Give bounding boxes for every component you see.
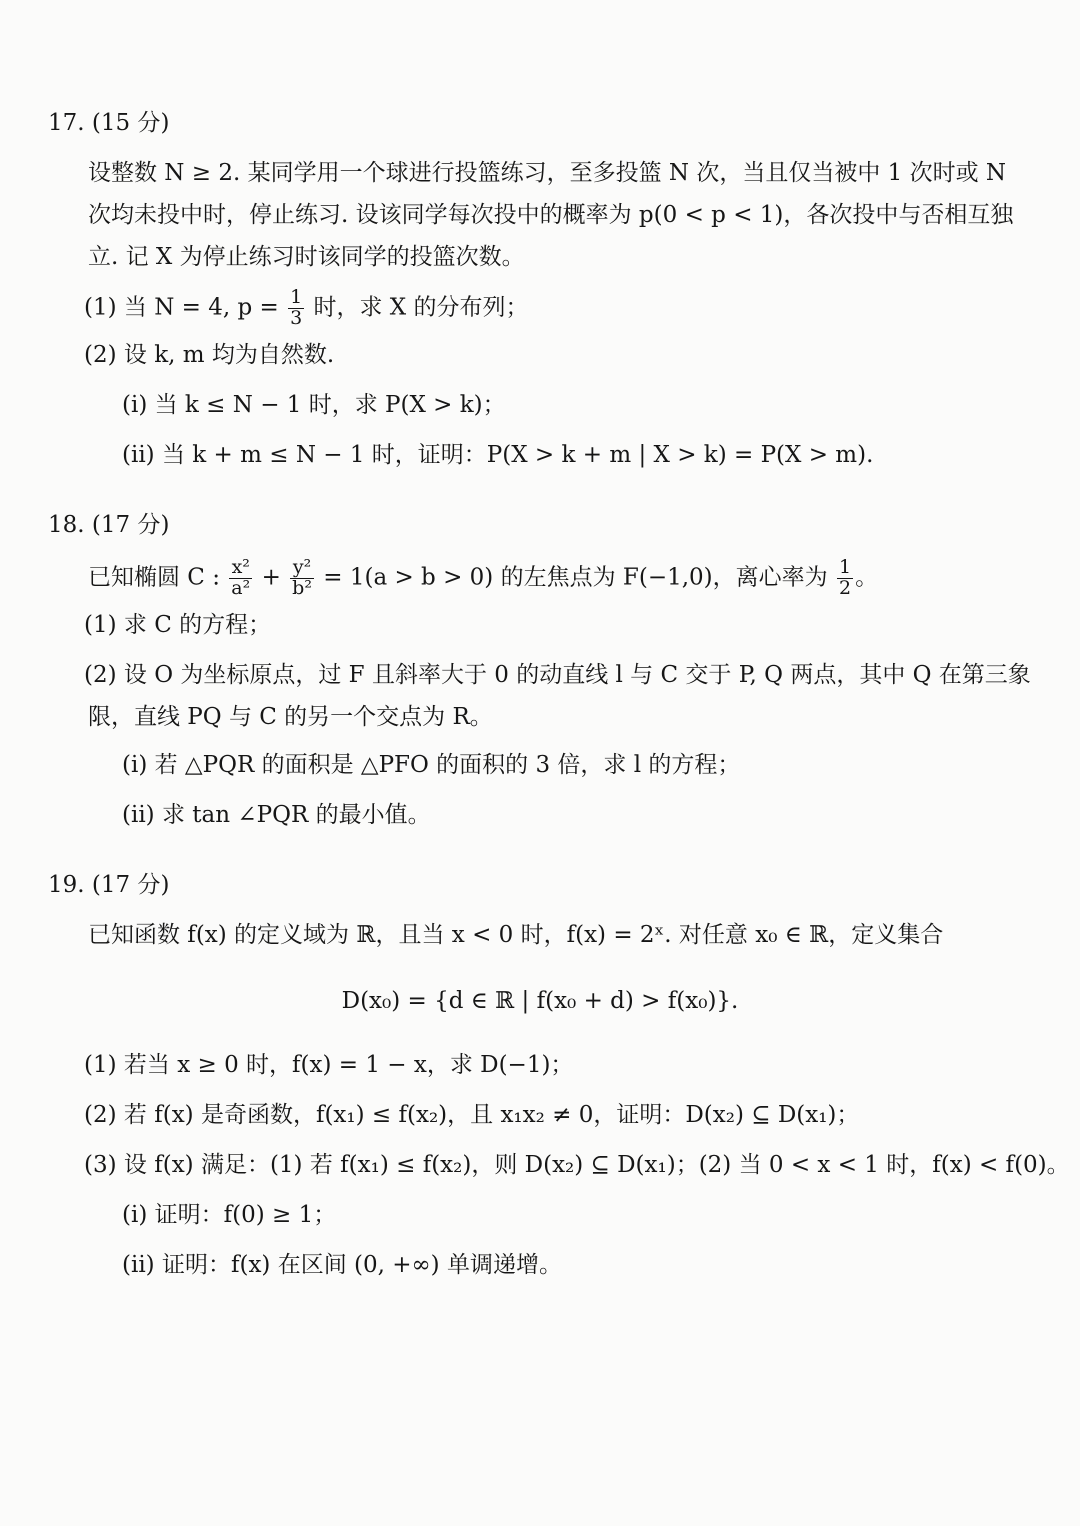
- q18-stem-text-c: 。: [855, 564, 879, 591]
- fraction-denominator: b²: [292, 576, 312, 599]
- q17-heading: 17. (15 分): [48, 110, 170, 136]
- q17-part-1-text-a: (1) 当 N = 4, p =: [84, 294, 279, 321]
- q18-part-1: (1) 求 C 的方程；: [84, 612, 272, 638]
- q18-x-fraction: [229, 558, 252, 599]
- q18-part-2-i: (i) 若 △PQR 的面积是 △PFO 的面积的 3 倍，求 l 的方程；: [122, 752, 741, 778]
- q19-heading: 19. (17 分): [48, 872, 170, 898]
- q18-stem-text-b: = 1(a > b > 0) 的左焦点为 F(−1,0)，离心率为: [323, 564, 828, 591]
- fraction-denominator: 2: [838, 576, 852, 599]
- q19-part-1: (1) 若当 x ≥ 0 时，f(x) = 1 − x，求 D(−1)；: [84, 1052, 574, 1078]
- q18-e-fraction: [837, 558, 853, 599]
- q18-part-2-line-2: 限，直线 PQ 与 C 的另一个交点为 R。: [88, 704, 493, 730]
- q17-stem-line-3: 立. 记 X 为停止练习时该同学的投篮次数。: [88, 244, 525, 270]
- q19-part-3-i: (i) 证明：f(0) ≥ 1；: [122, 1202, 337, 1228]
- plus-sign: +: [261, 564, 281, 591]
- q19-part-2: (2) 若 f(x) 是奇函数，f(x₁) ≤ f(x₂)，且 x₁x₂ ≠ 0，证明：D(x₂) ⊆ D(x₁)；: [84, 1102, 860, 1128]
- q17-stem-line-1: 设整数 N ≥ 2. 某同学用一个球进行投篮练习，至多投篮 N 次，当且仅当被中 1 次时或 N: [88, 160, 1007, 186]
- q17-part-2-i: (i) 当 k ≤ N − 1 时，求 P(X > k)；: [122, 392, 506, 418]
- q18-part-2-ii: (ii) 求 tan ∠PQR 的最小值。: [122, 802, 431, 828]
- q17-part-1-text-b: 时，求 X 的分布列；: [313, 294, 529, 321]
- q18-stem-line-1: [88, 558, 878, 599]
- fraction-numerator: 1: [290, 286, 303, 308]
- q19-part-3: (3) 设 f(x) 满足：(1) 若 f(x₁) ≤ f(x₂)，则 D(x₂) ⊆ D(x₁)；(2) 当 0 < x < 1 时，f(x) < f(0)。: [84, 1152, 1070, 1178]
- q18-heading: 18. (17 分): [48, 512, 170, 538]
- fraction-numerator: x²: [229, 558, 252, 579]
- fraction-denominator: 3: [290, 306, 303, 329]
- q19-stem-line-1: 已知函数 f(x) 的定义域为 ℝ，且当 x < 0 时，f(x) = 2ˣ. 对任意 x₀ ∈ ℝ，定义集合: [88, 922, 944, 948]
- q19-definition-formula: D(x₀) = {d ∈ ℝ | f(x₀ + d) > f(x₀)}.: [341, 988, 739, 1014]
- fraction-numerator: y²: [290, 558, 314, 579]
- fraction-denominator: a²: [231, 576, 251, 599]
- q17-part-2: (2) 设 k, m 均为自然数.: [84, 342, 335, 368]
- fraction-numerator: 1: [838, 556, 852, 578]
- q17-stem-line-2: 次均未投中时，停止练习. 设该同学每次投中的概率为 p(0 < p < 1)，各次投中与否相互独: [88, 202, 1014, 228]
- q17-part-2-ii: (ii) 当 k + m ≤ N − 1 时，证明：P(X > k + m | X > k) = P(X > m).: [122, 442, 874, 468]
- q18-part-2-line-1: (2) 设 O 为坐标原点，过 F 且斜率大于 0 的动直线 l 与 C 交于 P, Q 两点，其中 Q 在第三象: [84, 662, 1031, 688]
- q18-y-fraction: [290, 558, 314, 599]
- q18-stem-text-a: 已知椭圆 C :: [88, 564, 220, 591]
- q17-part-1: [84, 288, 529, 329]
- q17-p-fraction: [288, 288, 304, 329]
- q19-part-3-ii: (ii) 证明：f(x) 在区间 (0, +∞) 单调递增。: [122, 1252, 562, 1278]
